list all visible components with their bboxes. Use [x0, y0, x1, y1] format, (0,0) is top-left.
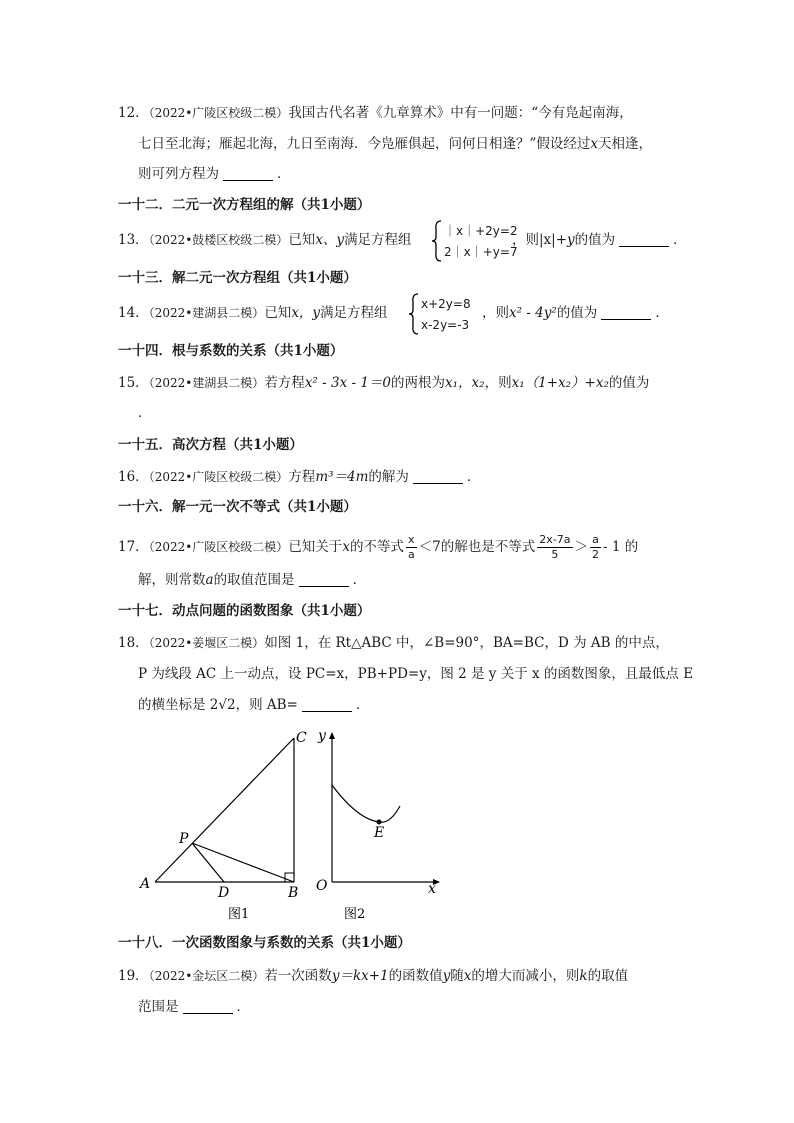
q17-source: （2022•广陵区校级二模） — [148, 540, 289, 554]
q17-text2: 的不等式 — [349, 539, 404, 555]
label-P: P — [179, 831, 189, 847]
q17-var-a: a — [205, 572, 214, 588]
q18-text1: 如图 1，在 Rt△ABC 中，∠B=90°，BA=BC，D 为 AB 的中点， — [264, 635, 669, 651]
q19-function: y＝kx+1 — [331, 968, 389, 984]
label-A: A — [140, 876, 151, 892]
q15-text4: 的值为 — [608, 375, 650, 391]
q15-source: （2022•建湖县二模） — [148, 376, 265, 390]
q13-line1-tail — [512, 230, 687, 250]
q16-text2: 的解为 — [368, 469, 409, 485]
q16-number: 16． — [118, 469, 149, 485]
q15-end: ． — [138, 405, 152, 421]
q13-text3: ，则|x|+ — [512, 232, 568, 248]
q12-line2 — [138, 134, 652, 154]
q13-text4: 的值为 — [574, 232, 616, 248]
label-x: x — [428, 881, 436, 897]
q17-fraction-2 — [537, 533, 572, 562]
answer-blank — [183, 999, 233, 1014]
q15-line1 — [118, 373, 649, 393]
q13-equation-2: 2｜x｜+y=7 — [444, 245, 518, 259]
q17-line2 — [138, 570, 366, 590]
q16-source: （2022•广陵区校级二模） — [148, 470, 289, 484]
q13-equation-1: ｜x｜+2y=2 — [444, 224, 518, 238]
q14-expr: x² - 4y² — [509, 305, 557, 321]
q12-text4: 则可列方程为 — [138, 166, 219, 182]
q12-text2: 七日至北海；雁起北海，九日至南海．今凫雁俱起，问何日相逢？”假设经过 — [138, 136, 591, 152]
q17-end: ． — [352, 572, 367, 588]
q16-equation: m³＝4m — [315, 469, 369, 485]
q19-line2 — [138, 997, 250, 1017]
fraction-numerator: a — [590, 533, 601, 548]
q16-line1 — [118, 467, 480, 487]
q13-var-y: y — [567, 232, 575, 248]
q17-var-x: x — [342, 539, 350, 555]
q17-text4: - 1 的 — [603, 539, 639, 555]
q18-text3: 的横坐标是 2√2，则 AB= — [138, 697, 298, 713]
q14-equation-1: x+2y=8 — [421, 297, 471, 311]
q19-text2: 的函数值 — [388, 968, 443, 984]
q14-line1 — [118, 303, 388, 323]
q13-text1: 已知 — [288, 232, 316, 248]
q19-end: ． — [236, 999, 250, 1015]
q14-end: ． — [655, 305, 669, 321]
section-18-heading: 一十八．一次函数图象与系数的关系（共1小题） — [118, 935, 411, 951]
answer-blank — [413, 469, 463, 484]
q17-line1 — [118, 531, 638, 563]
q15-expr: x₁（1+x₂）+x₂ — [511, 375, 609, 391]
answer-blank — [619, 232, 669, 247]
figure-2-graph — [310, 720, 450, 930]
label-C: C — [296, 730, 307, 746]
q17-fraction-3 — [590, 533, 601, 562]
q17-fraction-1 — [406, 533, 417, 562]
q14-number: 14． — [118, 305, 149, 321]
q17-number: 17． — [118, 539, 149, 555]
q15-text3: ，则 — [484, 375, 512, 391]
q18-line2: P 为线段 AC 上一动点，设 PC=x，PB+PD=y，图 2 是 y 关于 x 的函数图象，且最低点 E — [138, 666, 694, 682]
q18-line1 — [118, 633, 669, 653]
y-axis-arrow-icon — [329, 732, 335, 739]
q15-roots: x₁，x₂ — [445, 375, 485, 391]
q14-vars: x，y — [291, 305, 321, 321]
q19-text1: 若一次函数 — [264, 968, 332, 984]
q12-line1 — [118, 103, 633, 123]
q19-var-x: x — [463, 968, 472, 984]
q13-text2: 满足方程组 — [344, 232, 412, 248]
q12-number: 12． — [118, 105, 149, 121]
figure-1-triangle — [130, 720, 320, 930]
q19-var-k: k — [579, 968, 588, 984]
answer-blank — [223, 166, 273, 181]
function-curve — [332, 785, 400, 822]
q18-line3 — [138, 695, 369, 715]
label-y: y — [318, 728, 326, 744]
q13-number: 13． — [118, 232, 149, 248]
q13-end: ． — [673, 232, 687, 248]
q12-source: （2022•广陵区校级二模） — [148, 106, 289, 120]
q17-text5: 解，则常数 — [138, 572, 206, 588]
q19-source: （2022•金坛区二模） — [148, 969, 265, 983]
q19-text5: 的取值 — [587, 968, 629, 984]
answer-blank — [601, 305, 651, 320]
q13-vars: x、y — [315, 232, 345, 248]
fraction-denominator: 5 — [551, 548, 559, 561]
label-D: D — [218, 885, 230, 901]
section-14-heading: 一十四．根与系数的关系（共1小题） — [118, 343, 344, 359]
answer-blank — [302, 697, 352, 712]
q19-line1 — [118, 966, 628, 986]
q14-source: （2022•建湖县二模） — [148, 306, 265, 320]
figure-1-caption: 图1 — [228, 907, 250, 922]
brace-icon — [431, 219, 443, 263]
q17-gt: ＞ — [574, 539, 588, 555]
section-16-heading: 一十六．解一元一次不等式（共1小题） — [118, 499, 357, 515]
q19-text6: 范围是 — [138, 999, 179, 1015]
q16-end: ． — [466, 469, 481, 485]
q19-number: 19． — [118, 968, 149, 984]
section-12-heading: 一十二．二元一次方程组的解（共1小题） — [118, 197, 371, 213]
label-E: E — [374, 825, 385, 841]
q12-line3 — [138, 164, 291, 184]
section-15-heading: 一十五．高次方程（共1小题） — [118, 437, 303, 453]
q17-text1: 已知关于 — [288, 539, 343, 555]
brace-icon — [408, 292, 420, 336]
label-O: O — [316, 878, 328, 894]
q12-text3: 天相逢， — [598, 136, 653, 152]
fraction-numerator: 2x-7a — [539, 533, 571, 546]
q13-line1 — [118, 230, 412, 250]
q14-text4: 的值为 — [556, 305, 598, 321]
q15-equation: x² - 3x - 1＝0 — [304, 375, 392, 391]
q19-text4: 的增大而减小，则 — [471, 968, 580, 984]
point-E — [377, 820, 382, 825]
q15-text2: 的两根为 — [391, 375, 446, 391]
fraction-numerator: x — [406, 533, 417, 548]
q14-line1-tail — [482, 303, 669, 323]
section-17-heading: 一十七．动点问题的函数图象（共1小题） — [118, 603, 371, 619]
q19-text3: 随 — [450, 968, 464, 984]
q12-end: ． — [277, 166, 291, 182]
label-B: B — [288, 885, 299, 901]
q13-source: （2022•鼓楼区校级二模） — [148, 233, 289, 247]
q18-end: ． — [355, 697, 370, 713]
q16-text1: 方程 — [288, 469, 316, 485]
q15-text1: 若方程 — [264, 375, 305, 391]
figure-2-caption: 图2 — [344, 907, 366, 922]
fraction-denominator: a — [407, 548, 415, 561]
section-13-heading: 一十三．解二元一次方程组（共1小题） — [118, 270, 357, 286]
q12-text1: 我国古代名著《九章算术》中有一问题：“今有凫起南海， — [288, 105, 633, 121]
q12-var-x: x — [590, 136, 599, 152]
answer-blank — [299, 572, 349, 587]
q17-text6: 的取值范围是 — [213, 572, 295, 588]
q17-text3: ＜7的解也是不等式 — [418, 539, 536, 555]
q14-text2: 满足方程组 — [320, 305, 388, 321]
fraction-denominator: 2 — [592, 548, 599, 561]
side-AC — [155, 738, 294, 882]
q14-equation-2: x-2y=-3 — [421, 318, 470, 332]
q14-text1: 已知 — [264, 305, 292, 321]
q18-number: 18． — [118, 635, 149, 651]
q15-number: 15． — [118, 375, 149, 391]
q19-var-y: y — [442, 968, 451, 984]
q14-text3: ，则 — [482, 305, 509, 321]
q18-source: （2022•姜堰区二模） — [148, 636, 265, 650]
